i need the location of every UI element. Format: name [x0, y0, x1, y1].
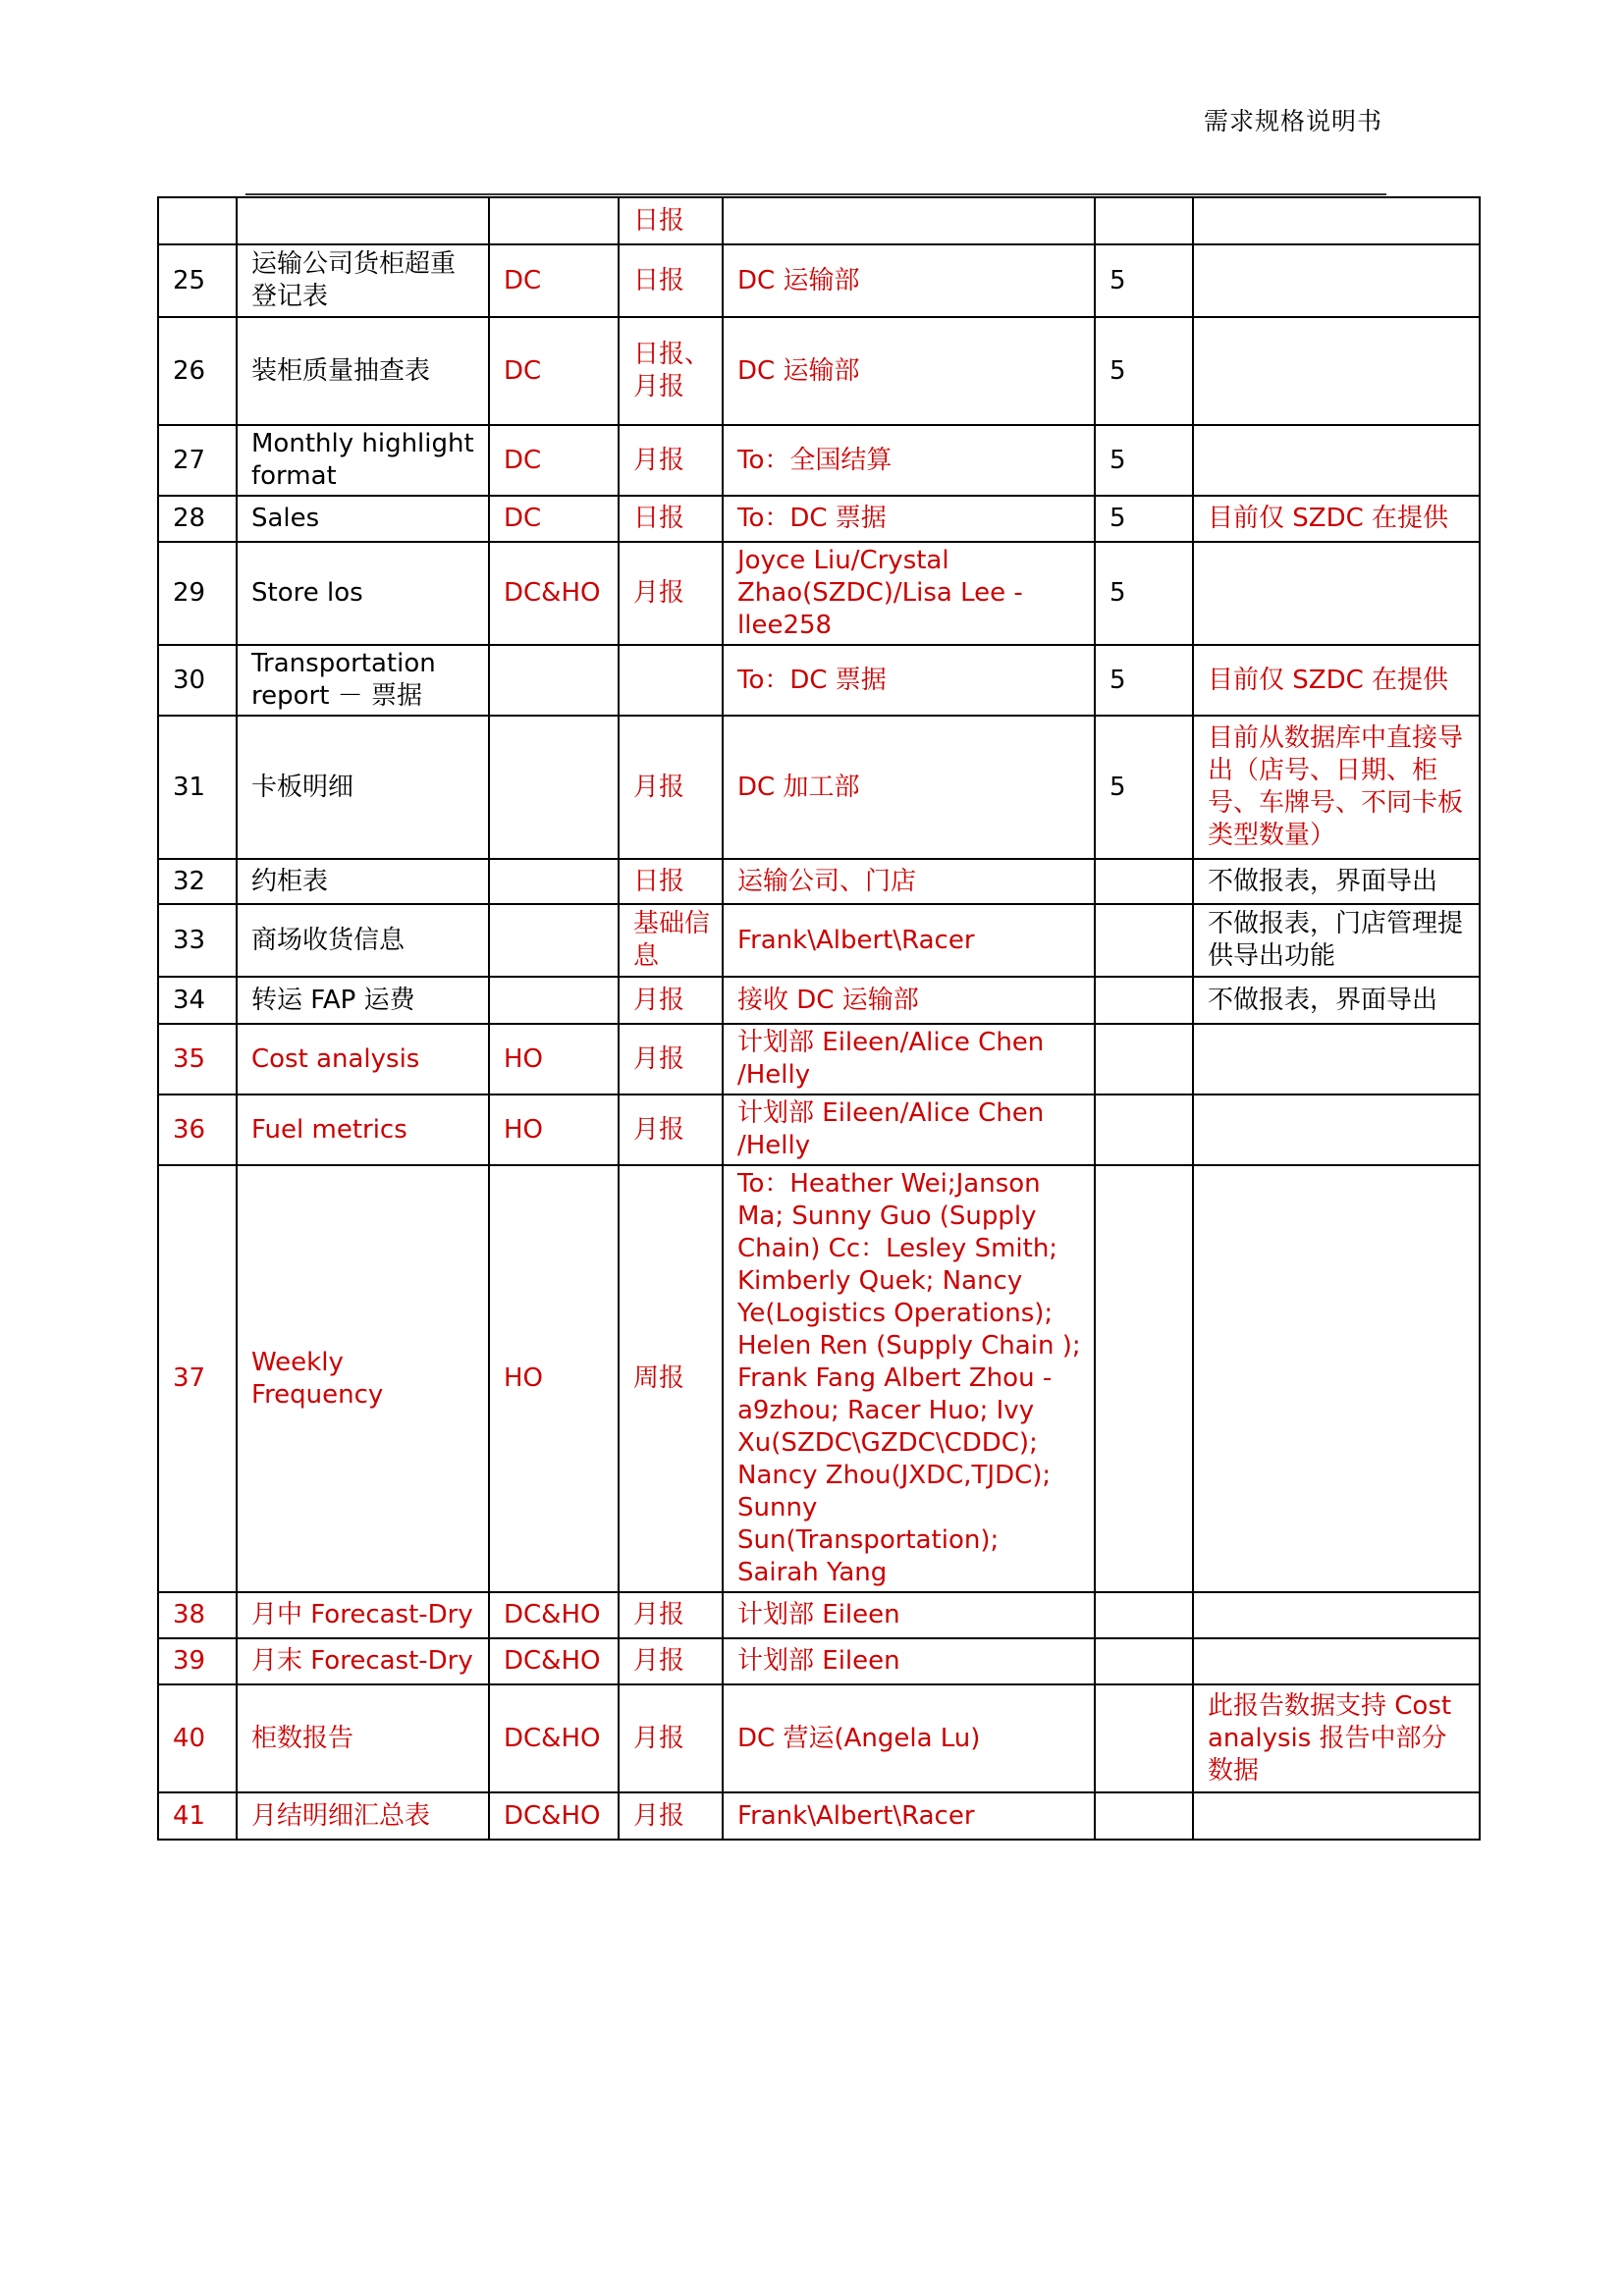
cell-remark [1193, 1638, 1480, 1684]
cell-name: 柜数报告 [237, 1684, 489, 1792]
table-row [158, 496, 1480, 542]
cell-owner: HO [489, 1095, 619, 1165]
cell-owner: DC [489, 244, 619, 317]
cell-priority [1095, 1095, 1193, 1165]
table-row [158, 1024, 1480, 1095]
table-row [158, 904, 1480, 977]
table-row [158, 1592, 1480, 1638]
cell-remark: 目前仅 SZDC 在提供 [1193, 645, 1480, 716]
cell-recipient: 接收 DC 运输部 [723, 977, 1095, 1024]
cell-owner: DC [489, 496, 619, 542]
cell-recipient: DC 运输部 [723, 317, 1095, 425]
cell-frequency: 日报、月报 [619, 317, 723, 425]
cell-remark: 目前从数据库中直接导出（店号、日期、柜号、车牌号、不同卡板类型数量） [1193, 716, 1480, 859]
cell-priority [1095, 859, 1193, 904]
cell-name: Cost analysis [237, 1024, 489, 1095]
cell-no: 25 [158, 244, 237, 317]
cell-recipient: DC 运输部 [723, 244, 1095, 317]
cell-priority: 5 [1095, 645, 1193, 716]
table-row [158, 317, 1480, 425]
cell-no: 29 [158, 542, 237, 645]
cell-name: Transportation report － 票据 [237, 645, 489, 716]
cell-remark [1193, 1792, 1480, 1840]
cell-recipient: 计划部 Eileen/Alice Chen /Helly [723, 1095, 1095, 1165]
cell-frequency: 月报 [619, 425, 723, 496]
cell-remark: 不做报表，界面导出 [1193, 859, 1480, 904]
cell-name: 约柜表 [237, 859, 489, 904]
cell-priority [1095, 197, 1193, 244]
table-row [158, 1165, 1480, 1592]
cell-priority: 5 [1095, 425, 1193, 496]
table-row [158, 244, 1480, 317]
table-row [158, 1095, 1480, 1165]
table-row [158, 645, 1480, 716]
cell-owner: DC [489, 425, 619, 496]
table-row [158, 1684, 1480, 1792]
cell-frequency: 月报 [619, 977, 723, 1024]
cell-priority [1095, 904, 1193, 977]
cell-no: 28 [158, 496, 237, 542]
cell-frequency: 月报 [619, 1592, 723, 1638]
cell-frequency: 月报 [619, 1095, 723, 1165]
table-row [158, 425, 1480, 496]
cell-name: 月末 Forecast-Dry [237, 1638, 489, 1684]
cell-recipient: Frank\Albert\Racer [723, 1792, 1095, 1840]
cell-no: 37 [158, 1165, 237, 1592]
cell-remark [1193, 542, 1480, 645]
cell-owner: DC [489, 317, 619, 425]
cell-name: 卡板明细 [237, 716, 489, 859]
cell-recipient: Joyce Liu/Crystal Zhao(SZDC)/Lisa Lee - llee258 [723, 542, 1095, 645]
cell-no: 40 [158, 1684, 237, 1792]
cell-name: Sales [237, 496, 489, 542]
cell-priority [1095, 1592, 1193, 1638]
cell-priority [1095, 1024, 1193, 1095]
cell-no [158, 197, 237, 244]
cell-priority: 5 [1095, 542, 1193, 645]
cell-owner [489, 716, 619, 859]
cell-owner [489, 645, 619, 716]
cell-name [237, 197, 489, 244]
cell-remark [1193, 244, 1480, 317]
cell-no: 34 [158, 977, 237, 1024]
cell-remark [1193, 1095, 1480, 1165]
cell-recipient: To：Heather Wei;Janson Ma; Sunny Guo (Supply Chain) Cc：Lesley Smith; Kimberly Quek; Nancy Ye(Logistics Operations); Helen Ren (Supply Chain ); Frank Fang Albert Zhou - a9zhou; Racer Huo; Ivy Xu(SZDC\GZDC\CDDC); Nancy Zhou(JXDC,TJDC); Sunny Sun(Transportation); Sairah Yang [723, 1165, 1095, 1592]
cell-frequency: 月报 [619, 542, 723, 645]
cell-no: 38 [158, 1592, 237, 1638]
cell-no: 36 [158, 1095, 237, 1165]
table-row [158, 977, 1480, 1024]
cell-frequency: 日报 [619, 859, 723, 904]
cell-owner: DC&HO [489, 1792, 619, 1840]
cell-remark [1193, 317, 1480, 425]
cell-priority [1095, 1684, 1193, 1792]
cell-frequency: 月报 [619, 1792, 723, 1840]
cell-name: Monthly highlight format [237, 425, 489, 496]
table-body [158, 197, 1480, 1840]
table-row [158, 1792, 1480, 1840]
table-row [158, 542, 1480, 645]
cell-owner [489, 904, 619, 977]
cell-priority: 5 [1095, 716, 1193, 859]
cell-recipient: DC 加工部 [723, 716, 1095, 859]
cell-priority [1095, 977, 1193, 1024]
cell-remark: 此报告数据支持 Cost analysis 报告中部分数据 [1193, 1684, 1480, 1792]
cell-name: Store los [237, 542, 489, 645]
table-row [158, 716, 1480, 859]
cell-no: 27 [158, 425, 237, 496]
cell-remark [1193, 1592, 1480, 1638]
cell-frequency: 日报 [619, 197, 723, 244]
cell-no: 41 [158, 1792, 237, 1840]
table-row [158, 197, 1480, 244]
cell-remark [1193, 1024, 1480, 1095]
cell-no: 39 [158, 1638, 237, 1684]
cell-owner: DC&HO [489, 542, 619, 645]
cell-frequency: 日报 [619, 496, 723, 542]
cell-no: 35 [158, 1024, 237, 1095]
cell-recipient: 计划部 Eileen [723, 1592, 1095, 1638]
cell-recipient: 运输公司、门店 [723, 859, 1095, 904]
cell-frequency: 周报 [619, 1165, 723, 1592]
cell-recipient: 计划部 Eileen/Alice Chen /Helly [723, 1024, 1095, 1095]
table-row [158, 1638, 1480, 1684]
cell-frequency [619, 645, 723, 716]
cell-owner: DC&HO [489, 1638, 619, 1684]
cell-no: 26 [158, 317, 237, 425]
cell-owner [489, 859, 619, 904]
cell-owner: HO [489, 1165, 619, 1592]
cell-remark [1193, 1165, 1480, 1592]
cell-priority: 5 [1095, 317, 1193, 425]
cell-owner: DC&HO [489, 1592, 619, 1638]
cell-no: 30 [158, 645, 237, 716]
cell-no: 33 [158, 904, 237, 977]
cell-remark [1193, 425, 1480, 496]
cell-remark: 不做报表，门店管理提供导出功能 [1193, 904, 1480, 977]
cell-recipient: DC 营运(Angela Lu) [723, 1684, 1095, 1792]
cell-remark [1193, 197, 1480, 244]
cell-name: 转运 FAP 运费 [237, 977, 489, 1024]
cell-frequency: 月报 [619, 1638, 723, 1684]
cell-recipient: Frank\Albert\Racer [723, 904, 1095, 977]
table-row [158, 859, 1480, 904]
cell-recipient: 计划部 Eileen [723, 1638, 1095, 1684]
cell-name: 商场收货信息 [237, 904, 489, 977]
cell-frequency: 日报 [619, 244, 723, 317]
cell-recipient: To：DC 票据 [723, 645, 1095, 716]
cell-owner [489, 197, 619, 244]
cell-priority: 5 [1095, 496, 1193, 542]
cell-frequency: 月报 [619, 1684, 723, 1792]
cell-name: Weekly Frequency [237, 1165, 489, 1592]
cell-remark: 目前仅 SZDC 在提供 [1193, 496, 1480, 542]
cell-name: 运输公司货柜超重登记表 [237, 244, 489, 317]
cell-frequency: 月报 [619, 1024, 723, 1095]
cell-priority: 5 [1095, 244, 1193, 317]
cell-recipient [723, 197, 1095, 244]
cell-name: 装柜质量抽查表 [237, 317, 489, 425]
cell-no: 31 [158, 716, 237, 859]
cell-owner [489, 977, 619, 1024]
cell-priority [1095, 1638, 1193, 1684]
cell-priority [1095, 1165, 1193, 1592]
cell-priority [1095, 1792, 1193, 1840]
report-requirements-table [157, 196, 1481, 1841]
cell-name: Fuel metrics [237, 1095, 489, 1165]
header-rule [245, 193, 1386, 195]
cell-recipient: To：DC 票据 [723, 496, 1095, 542]
cell-owner: HO [489, 1024, 619, 1095]
cell-remark: 不做报表，界面导出 [1193, 977, 1480, 1024]
cell-frequency: 基础信息 [619, 904, 723, 977]
cell-no: 32 [158, 859, 237, 904]
cell-recipient: To：全国结算 [723, 425, 1095, 496]
cell-owner: DC&HO [489, 1684, 619, 1792]
document-header-title: 需求规格说明书 [1203, 107, 1382, 135]
cell-frequency: 月报 [619, 716, 723, 859]
cell-name: 月中 Forecast-Dry [237, 1592, 489, 1638]
cell-name: 月结明细汇总表 [237, 1792, 489, 1840]
